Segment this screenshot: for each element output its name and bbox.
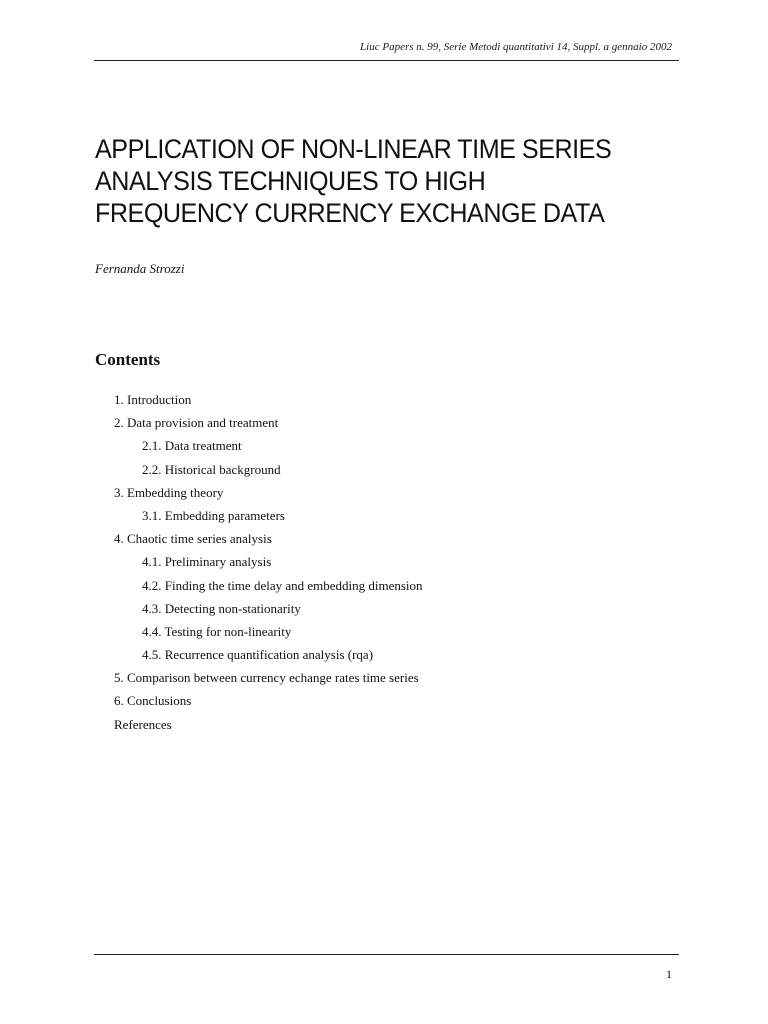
toc-entry[interactable] <box>0 414 423 437</box>
toc-entry-label: 3. Embedding theory <box>114 484 224 500</box>
toc-entry[interactable] <box>0 692 423 715</box>
toc-entry-label: 2.2. Historical background <box>142 461 281 477</box>
toc-entry[interactable] <box>0 646 423 669</box>
toc-entry[interactable] <box>0 577 423 600</box>
toc-entry-label: 2.1. Data treatment <box>142 438 242 454</box>
toc-entry-label: 4.1. Preliminary analysis <box>142 554 272 570</box>
toc-entry[interactable] <box>0 507 423 530</box>
title-line: APPLICATION OF NON-LINEAR TIME SERIES <box>95 134 612 164</box>
author-name: Fernanda Strozzi <box>95 261 185 276</box>
toc-entry[interactable] <box>0 461 423 484</box>
toc-entry-label: 4.2. Finding the time delay and embedding dimension <box>142 577 423 593</box>
toc-entry-label: 2. Data provision and treatment <box>114 415 279 431</box>
toc-entry-label: 6. Conclusions <box>114 693 192 709</box>
toc-entry[interactable] <box>0 530 423 553</box>
toc-entry-label: 4.4. Testing for non-linearity <box>142 623 292 639</box>
toc-entry[interactable] <box>0 391 423 414</box>
toc-entry-label: References <box>114 716 172 732</box>
paper-title <box>95 133 653 229</box>
title-line: ANALYSIS TECHNIQUES TO HIGH <box>95 166 486 196</box>
toc-entry[interactable] <box>0 669 423 692</box>
footer-rule <box>94 954 679 955</box>
toc-entry-label: 5. Comparison between currency echange rates time series <box>114 670 419 686</box>
toc-entry-label: 4. Chaotic time series analysis <box>114 531 272 547</box>
toc-entry-label: 1. Introduction <box>114 392 192 407</box>
header-rule <box>94 60 679 61</box>
title-line: FREQUENCY CURRENCY EXCHANGE DATA <box>95 198 605 228</box>
toc-entry[interactable] <box>0 553 423 576</box>
toc-entry[interactable] <box>0 600 423 623</box>
toc-entry[interactable] <box>0 484 423 507</box>
table-of-contents <box>0 391 423 739</box>
toc-entry[interactable] <box>0 716 423 739</box>
contents-heading: Contents <box>95 350 161 369</box>
toc-entry-label: 4.3. Detecting non-stationarity <box>142 600 301 616</box>
toc-entry-label: 3.1. Embedding parameters <box>142 507 285 523</box>
toc-entry-label: 4.5. Recurrence quantification analysis (rqa) <box>142 647 374 663</box>
page-number: 1 <box>666 967 672 981</box>
toc-entry[interactable] <box>0 623 423 646</box>
running-header: Liuc Papers n. 99, Serie Metodi quantitativi 14, Suppl. a gennaio 2002 <box>360 41 672 53</box>
toc-entry[interactable] <box>0 437 423 460</box>
